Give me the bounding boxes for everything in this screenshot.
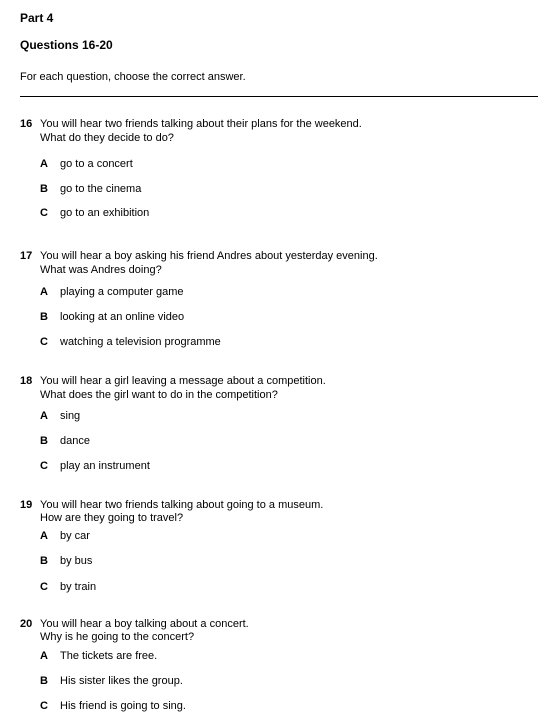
question-number: 17 bbox=[20, 250, 33, 262]
option-a[interactable] bbox=[40, 286, 184, 298]
question-prompt: What do they decide to do? bbox=[40, 132, 174, 144]
option-text: go to a concert bbox=[60, 158, 133, 170]
question-context: You will hear a boy asking his friend Andres about yesterday evening. bbox=[40, 250, 378, 262]
option-c[interactable] bbox=[40, 207, 149, 219]
option-letter: C bbox=[40, 581, 48, 593]
option-letter: A bbox=[40, 286, 48, 298]
option-letter: B bbox=[40, 435, 48, 447]
option-text: go to the cinema bbox=[60, 183, 142, 195]
option-letter: B bbox=[40, 675, 48, 687]
option-text: watching a television programme bbox=[60, 336, 221, 348]
question-prompt: What does the girl want to do in the competition? bbox=[40, 389, 278, 401]
question-context: You will hear two friends talking about their plans for the weekend. bbox=[40, 118, 362, 130]
option-text: playing a computer game bbox=[60, 286, 184, 298]
question-prompt: What was Andres doing? bbox=[40, 264, 162, 276]
option-letter: C bbox=[40, 460, 48, 472]
question-prompt: How are they going to travel? bbox=[40, 512, 184, 524]
option-text: His sister likes the group. bbox=[60, 675, 183, 687]
option-text: sing bbox=[60, 410, 81, 422]
option-text: looking at an online video bbox=[60, 311, 185, 323]
question-number: 19 bbox=[20, 499, 33, 511]
option-letter: A bbox=[40, 650, 48, 662]
option-letter: C bbox=[40, 207, 48, 219]
option-text: go to an exhibition bbox=[60, 207, 150, 219]
option-b[interactable] bbox=[40, 435, 90, 447]
part-title: Part 4 bbox=[20, 11, 54, 25]
divider-line bbox=[20, 96, 538, 97]
option-a[interactable] bbox=[40, 410, 80, 422]
option-letter: B bbox=[40, 311, 48, 323]
question-number: 16 bbox=[20, 118, 33, 130]
option-text: The tickets are free. bbox=[60, 650, 158, 662]
question-number: 18 bbox=[20, 375, 33, 387]
option-text: dance bbox=[60, 435, 90, 447]
questions-title: Questions 16-20 bbox=[20, 38, 113, 52]
option-a[interactable] bbox=[40, 158, 133, 170]
option-a[interactable] bbox=[40, 650, 157, 662]
option-letter: C bbox=[40, 336, 48, 348]
option-b[interactable] bbox=[40, 675, 183, 687]
option-text: His friend is going to sing. bbox=[60, 700, 186, 712]
option-letter: B bbox=[40, 555, 48, 567]
option-b[interactable] bbox=[40, 311, 184, 323]
question-context: You will hear a girl leaving a message about a competition. bbox=[40, 375, 326, 387]
question-number: 20 bbox=[20, 618, 33, 630]
question-context: You will hear a boy talking about a concert. bbox=[40, 618, 249, 630]
option-c[interactable] bbox=[40, 581, 96, 593]
option-text: by bus bbox=[60, 555, 93, 567]
question-context: You will hear two friends talking about going to a museum. bbox=[40, 499, 324, 511]
option-text: by car bbox=[60, 530, 90, 542]
option-letter: C bbox=[40, 700, 48, 712]
option-letter: A bbox=[40, 530, 48, 542]
option-b[interactable] bbox=[40, 183, 141, 195]
option-b[interactable] bbox=[40, 555, 92, 567]
option-text: by train bbox=[60, 581, 97, 593]
question-prompt: Why is he going to the concert? bbox=[40, 631, 195, 643]
option-c[interactable] bbox=[40, 460, 150, 472]
option-letter: A bbox=[40, 410, 48, 422]
option-c[interactable] bbox=[40, 336, 221, 348]
option-letter: B bbox=[40, 183, 48, 195]
option-a[interactable] bbox=[40, 530, 90, 542]
option-letter: A bbox=[40, 158, 48, 170]
option-c[interactable] bbox=[40, 700, 186, 712]
instruction-text: For each question, choose the correct answer. bbox=[20, 71, 246, 83]
option-text: play an instrument bbox=[60, 460, 150, 472]
